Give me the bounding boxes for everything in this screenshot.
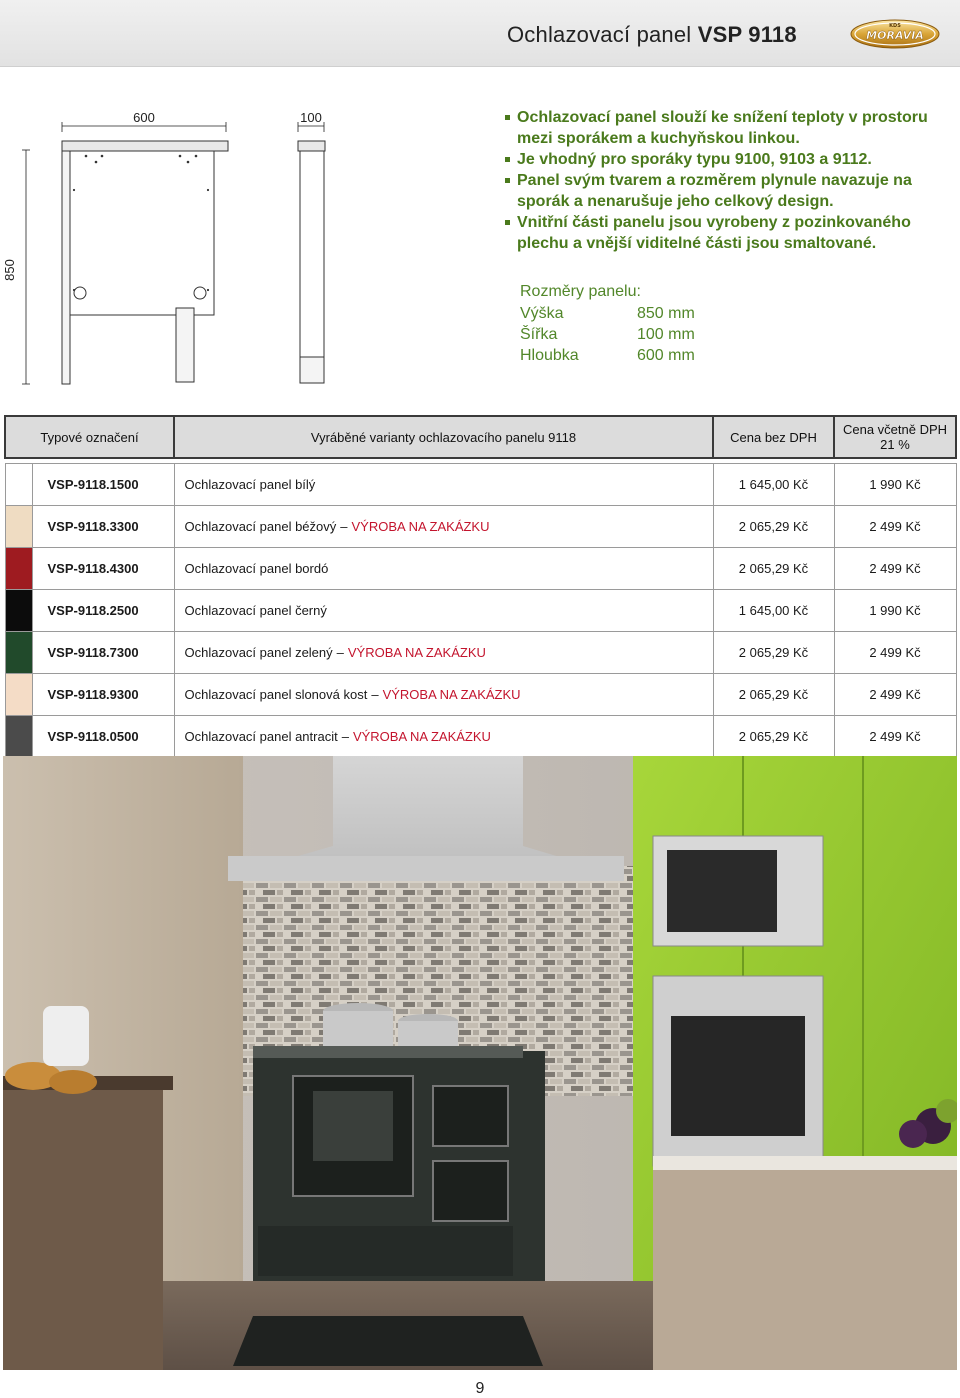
table-row xyxy=(5,674,956,716)
product-name-cell xyxy=(174,632,713,674)
note-dash: – xyxy=(371,687,379,702)
price-with-vat: 2 499 Kč xyxy=(834,506,956,548)
product-name: Ochlazovací panel béžový xyxy=(184,519,337,534)
product-name: Ochlazovací panel černý xyxy=(184,603,327,618)
price-with-vat: 2 499 Kč xyxy=(834,632,956,674)
dimensions-block xyxy=(520,283,780,368)
feature-item: Ochlazovací panel slouží ke snížení teploty v prostoru mezi sporákem a kuchyňskou linkou. xyxy=(504,107,954,149)
product-code: VSP-9118.2500 xyxy=(32,590,174,632)
header-price: Cena bez DPH xyxy=(713,416,834,458)
title-bold: VSP 9118 xyxy=(697,22,797,47)
bullet-square-icon xyxy=(505,178,510,183)
price-without-vat: 1 645,00 Kč xyxy=(713,590,834,632)
product-name-cell xyxy=(174,674,713,716)
technical-drawing xyxy=(0,100,340,400)
header-variants: Vyráběné varianty ochlazovacího panelu 9118 xyxy=(174,416,713,458)
product-code: VSP-9118.7300 xyxy=(32,632,174,674)
product-name-cell xyxy=(174,464,713,506)
note-dash: – xyxy=(340,519,348,534)
product-code: VSP-9118.0500 xyxy=(32,716,174,758)
product-name-cell xyxy=(174,548,713,590)
table-row xyxy=(5,464,956,506)
table-row xyxy=(5,506,956,548)
color-swatch xyxy=(5,548,32,590)
feature-list xyxy=(504,107,954,254)
dimension-row: Hloubka 600 mm xyxy=(520,347,695,364)
logo-small-text: KDS xyxy=(889,23,901,29)
price-without-vat: 1 645,00 Kč xyxy=(713,464,834,506)
custom-order-note: VÝROBA NA ZAKÁZKU xyxy=(351,519,490,534)
product-name-cell xyxy=(174,716,713,758)
table-row xyxy=(5,716,956,758)
bullet-square-icon xyxy=(505,157,510,162)
feature-item: Panel svým tvarem a rozměrem plynule navazuje na sporák a nenarušuje jeho celkový design. xyxy=(504,170,954,212)
moravia-logo xyxy=(850,18,940,50)
title-light: Ochlazovací panel xyxy=(507,22,698,47)
kitchen-photo xyxy=(3,756,957,1370)
product-code: VSP-9118.9300 xyxy=(32,674,174,716)
product-code: VSP-9118.3300 xyxy=(32,506,174,548)
product-code: VSP-9118.4300 xyxy=(32,548,174,590)
product-name-cell xyxy=(174,506,713,548)
price-with-vat: 1 990 Kč xyxy=(834,464,956,506)
product-name-cell xyxy=(174,590,713,632)
product-name: Ochlazovací panel bordó xyxy=(184,561,329,576)
dim-height-label: 850 xyxy=(2,259,17,281)
custom-order-note: VÝROBA NA ZAKÁZKU xyxy=(347,645,486,660)
dimensions-title: Rozměry panelu: xyxy=(520,283,641,300)
product-name: Ochlazovací panel antracit xyxy=(184,729,338,744)
custom-order-note: VÝROBA NA ZAKÁZKU xyxy=(382,687,521,702)
color-swatch xyxy=(5,464,32,506)
dim-width-label: 600 xyxy=(133,110,155,125)
price-with-vat: 2 499 Kč xyxy=(834,548,956,590)
product-name: Ochlazovací panel slonová kost xyxy=(184,687,368,702)
dimension-row: Šířka 100 mm xyxy=(520,326,695,343)
bullet-square-icon xyxy=(505,115,510,120)
logo-text: MORAVIA xyxy=(866,29,924,42)
color-swatch xyxy=(5,632,32,674)
feature-item: Je vhodný pro sporáky typu 9100, 9103 a 9112. xyxy=(504,149,954,170)
price-with-vat: 2 499 Kč xyxy=(834,716,956,758)
price-with-vat: 2 499 Kč xyxy=(834,674,956,716)
price-without-vat: 2 065,29 Kč xyxy=(713,674,834,716)
price-table xyxy=(4,415,957,758)
product-name: Ochlazovací panel zelený xyxy=(184,645,333,660)
dim-depth-label: 100 xyxy=(300,110,322,125)
price-without-vat: 2 065,29 Kč xyxy=(713,548,834,590)
custom-order-note: VÝROBA NA ZAKÁZKU xyxy=(352,729,491,744)
page-header xyxy=(0,0,960,67)
price-without-vat: 2 065,29 Kč xyxy=(713,632,834,674)
price-without-vat: 2 065,29 Kč xyxy=(713,716,834,758)
dimension-row: Výška 850 mm xyxy=(520,305,695,322)
header-price-vat: Cena včetně DPH 21 % xyxy=(834,416,956,458)
color-swatch xyxy=(5,506,32,548)
table-row xyxy=(5,548,956,590)
table-row xyxy=(5,632,956,674)
page-number: 9 xyxy=(475,1380,485,1397)
feature-item: Vnitřní části panelu jsou vyrobeny z pozinkovaného plechu a vnější viditelné části jsou smaltované. xyxy=(504,212,954,254)
product-name: Ochlazovací panel bílý xyxy=(184,477,316,492)
table-header-row xyxy=(5,416,956,458)
price-with-vat: 1 990 Kč xyxy=(834,590,956,632)
note-dash: – xyxy=(336,645,344,660)
color-swatch xyxy=(5,716,32,758)
bullet-square-icon xyxy=(505,220,510,225)
table-row xyxy=(5,590,956,632)
color-swatch xyxy=(5,674,32,716)
page-title xyxy=(507,22,797,48)
product-code: VSP-9118.1500 xyxy=(32,464,174,506)
note-dash: – xyxy=(341,729,349,744)
header-type: Typové označení xyxy=(5,416,174,458)
price-without-vat: 2 065,29 Kč xyxy=(713,506,834,548)
color-swatch xyxy=(5,590,32,632)
